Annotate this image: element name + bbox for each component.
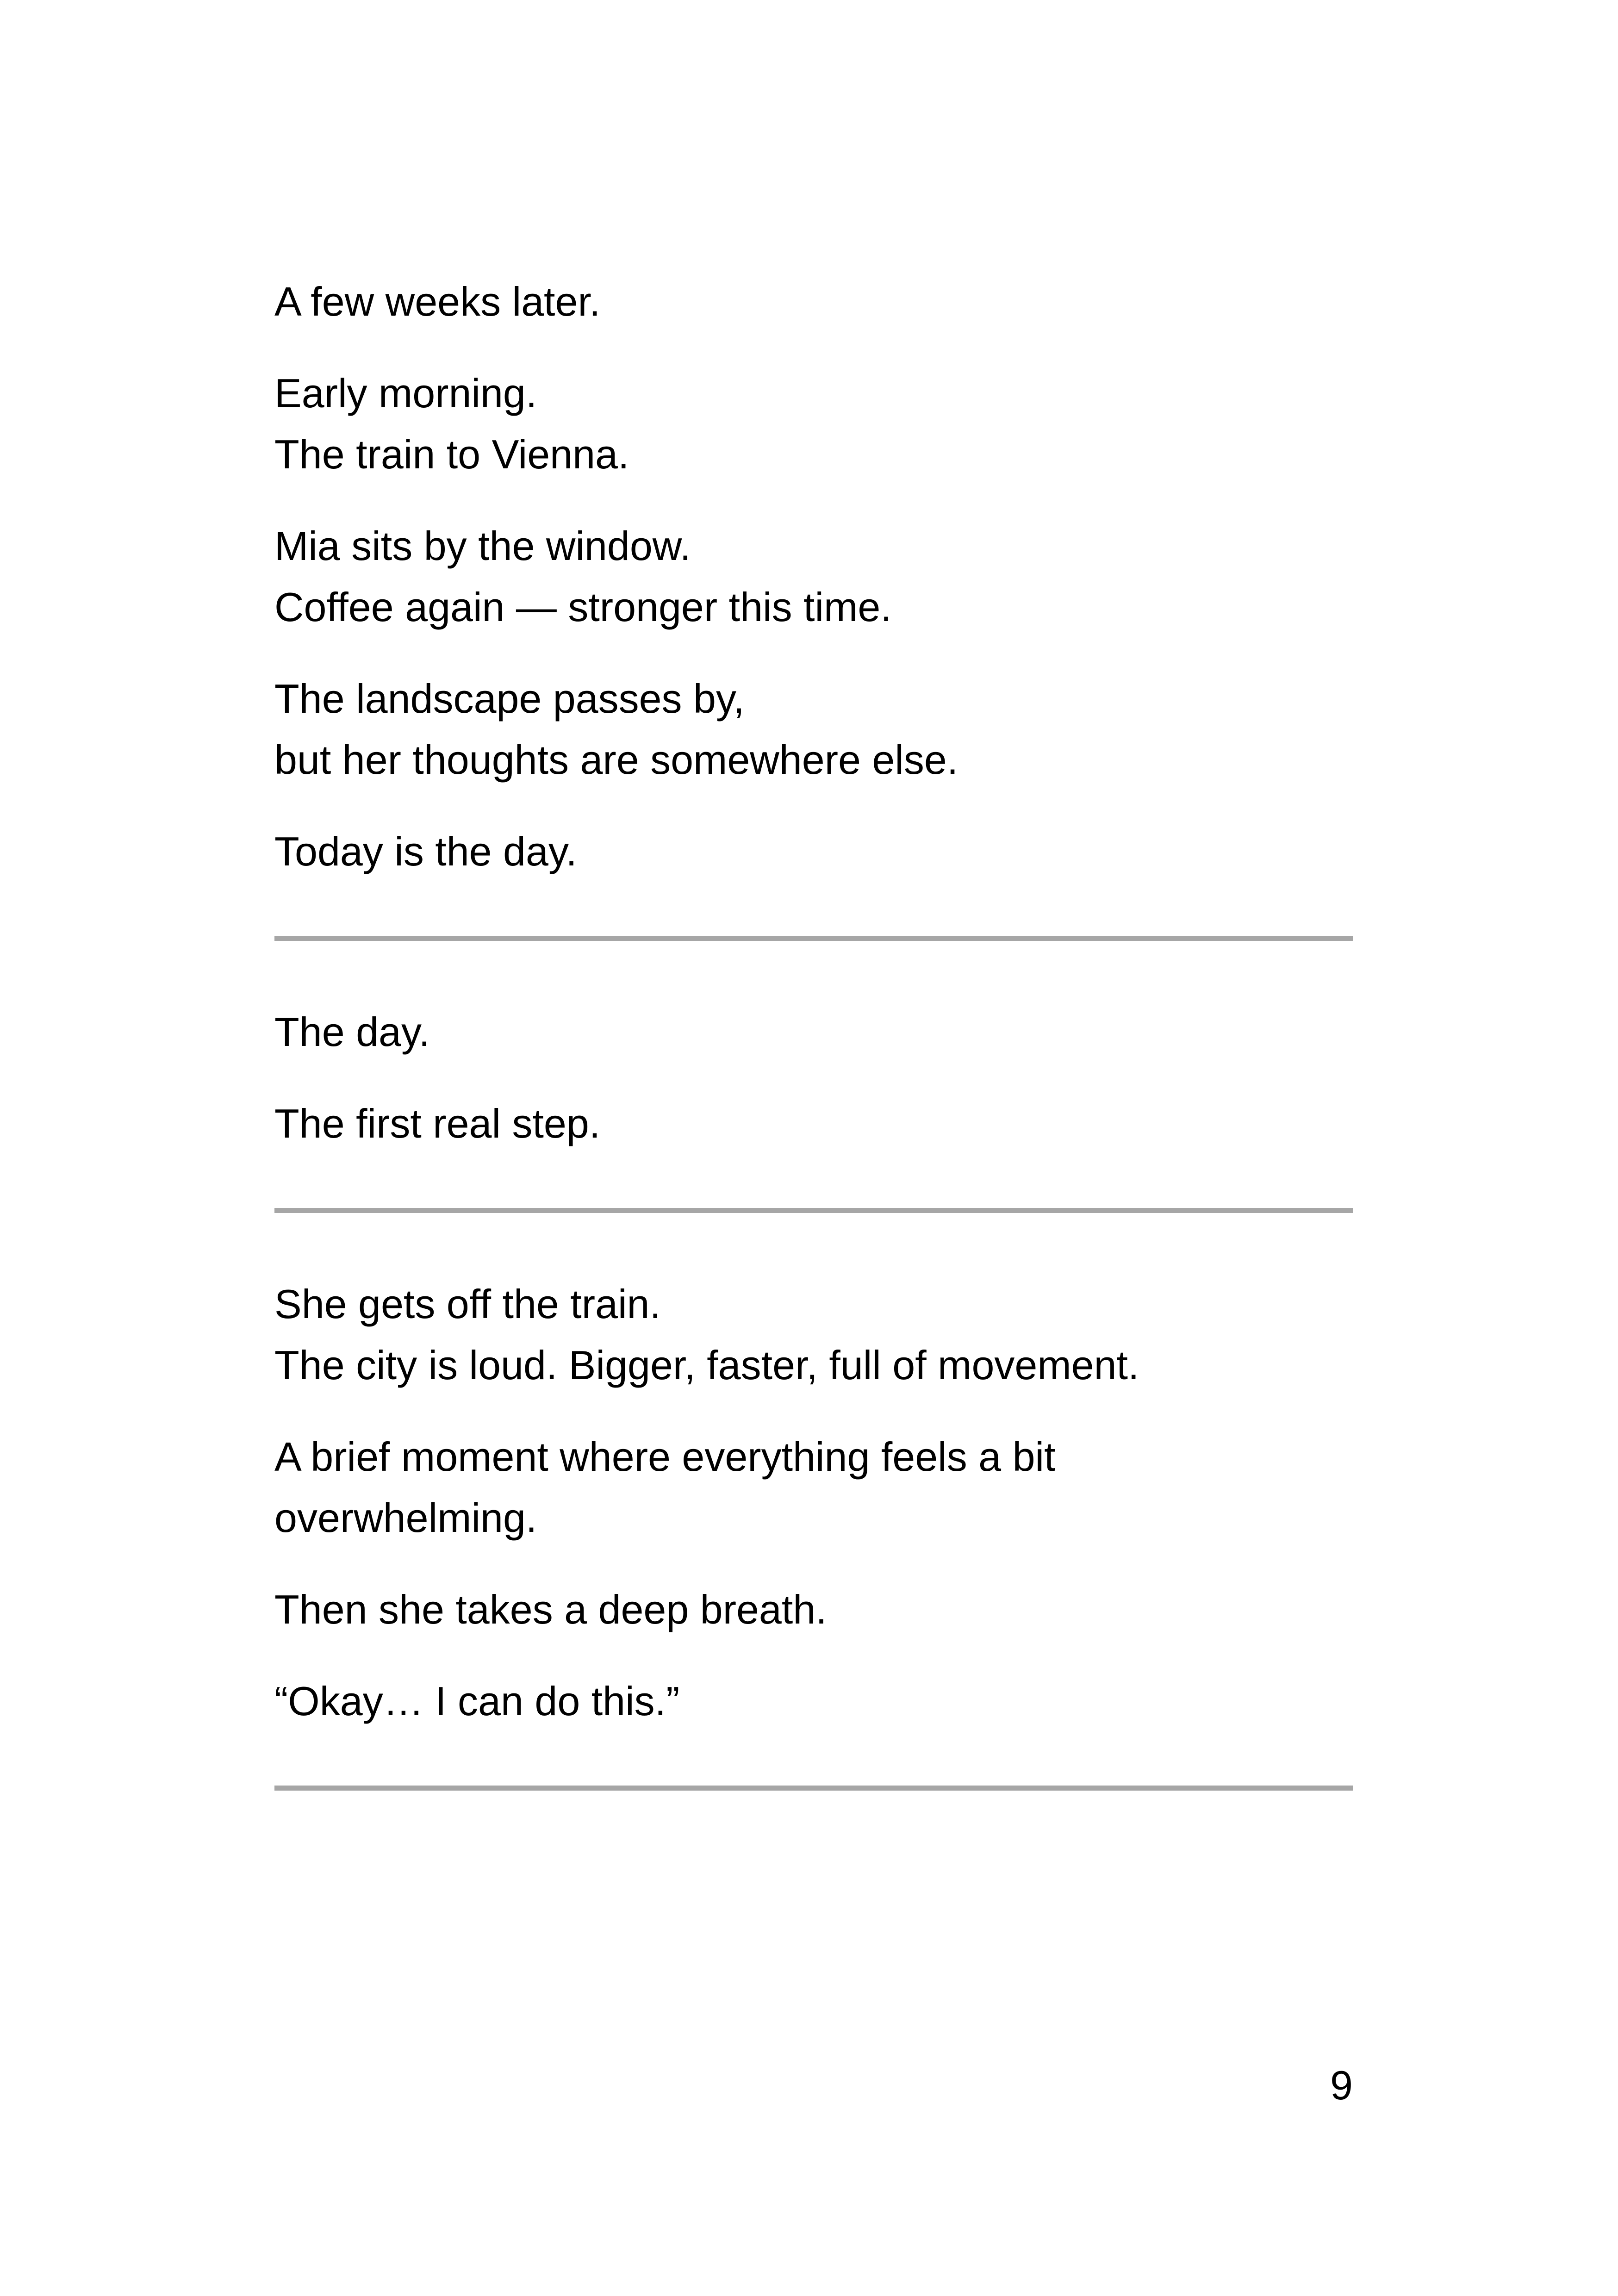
text-line: Coffee again — stronger this time.	[274, 584, 892, 630]
section-train-morning	[274, 271, 1353, 882]
text-line: “Okay… I can do this.”	[274, 1678, 680, 1724]
text-line: The city is loud. Bigger, faster, full of movement.	[274, 1342, 1139, 1388]
text-line: The landscape passes by,	[274, 676, 745, 722]
text-line: but her thoughts are somewhere else.	[274, 737, 958, 783]
text-line: Mia sits by the window.	[274, 523, 691, 569]
text-line: The train to Vienna.	[274, 431, 629, 477]
text-line: A brief moment where everything feels a bit	[274, 1434, 1056, 1480]
section-divider	[274, 936, 1353, 941]
text-line: Early morning.	[274, 370, 537, 416]
paragraph	[274, 271, 1353, 332]
text-line: Today is the day.	[274, 828, 577, 874]
paragraph	[274, 1579, 1353, 1640]
section-arrival	[274, 1274, 1353, 1732]
paragraph	[274, 1671, 1353, 1732]
text-line: The first real step.	[274, 1101, 601, 1146]
page-number: 9	[1330, 2062, 1353, 2108]
paragraph	[274, 1093, 1353, 1154]
section-the-day	[274, 1002, 1353, 1154]
paragraph	[274, 1274, 1353, 1396]
text-line: Then she takes a deep breath.	[274, 1587, 827, 1632]
section-divider	[274, 1786, 1353, 1791]
page-body	[274, 271, 1353, 1851]
paragraph	[274, 363, 1353, 485]
text-line: A few weeks later.	[274, 279, 601, 324]
text-line: The day.	[274, 1009, 430, 1055]
text-line: She gets off the train.	[274, 1281, 661, 1327]
paragraph	[274, 668, 1353, 790]
text-line: overwhelming.	[274, 1495, 537, 1541]
paragraph	[274, 1002, 1353, 1063]
paragraph	[274, 1426, 1353, 1549]
paragraph	[274, 821, 1353, 882]
section-divider	[274, 1208, 1353, 1213]
paragraph	[274, 516, 1353, 638]
